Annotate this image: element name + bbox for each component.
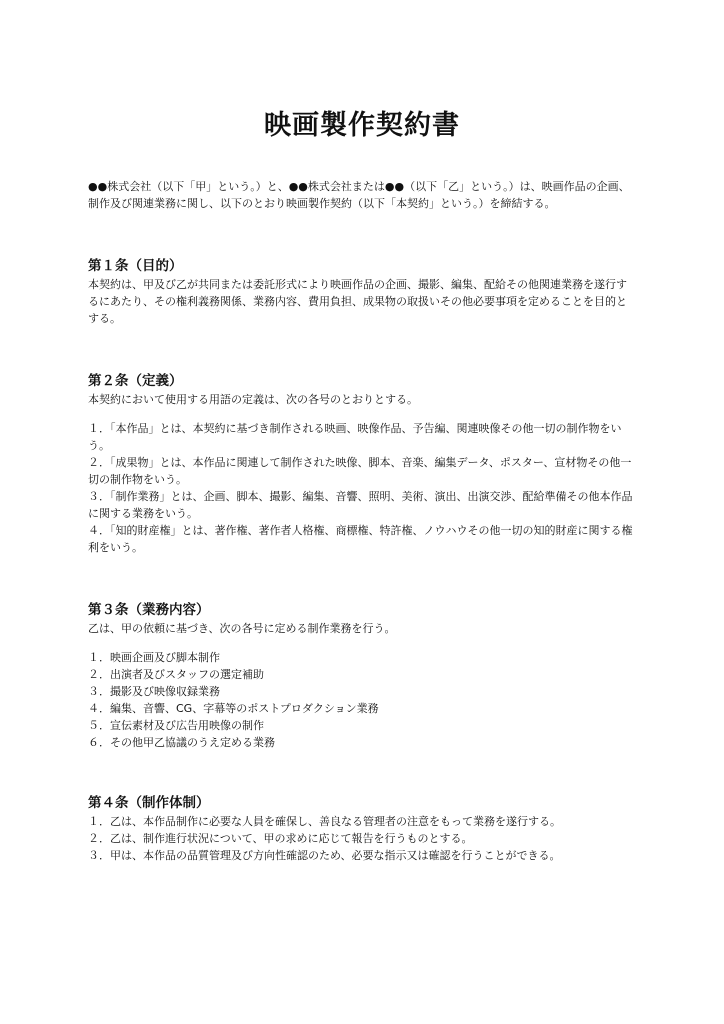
article-4-items bbox=[88, 813, 636, 864]
article-2-text: 本契約において使用する用語の定義は、次の各号のとおりとする。 bbox=[88, 393, 418, 406]
list-item: ３．「制作業務」とは、企画、脚本、撮影、編集、音響、照明、美術、演出、出演交渉、配給準備その他本作品に関する業務をいう。 bbox=[88, 490, 633, 520]
list-item: ６．その他甲乙協議のうえ定める業務 bbox=[88, 736, 275, 749]
list-item: ３．甲は、本作品の品質管理及び方向性確認のため、必要な指示又は確認を行うことができる。 bbox=[88, 849, 561, 862]
list-item: １．映画企画及び脚本制作 bbox=[88, 651, 220, 664]
list-item: ５．宣伝素材及び広告用映像の制作 bbox=[88, 719, 264, 732]
document-title: 映画製作契約書 bbox=[264, 110, 460, 141]
article-1-text: 本契約は、甲及び乙が共同または委託形式により映画作品の企画、撮影、編集、配給その他関連業務を遂行するにあたり、その権利義務関係、業務内容、費用負担、成果物の取扱いその他必要事項を定めることを目的とする。 bbox=[88, 278, 627, 325]
article-4 bbox=[88, 793, 636, 864]
article-3-text: 乙は、甲の依頼に基づき、次の各号に定める制作業務を行う。 bbox=[88, 622, 396, 635]
article-2-heading: 第２条（定義） bbox=[88, 373, 183, 389]
list-item: ２．乙は、制作進行状況について、甲の求めに応じて報告を行うものとする。 bbox=[88, 832, 473, 845]
intro-paragraph: ●●株式会社（以下「甲」という。）と、●●株式会社または●●（以下「乙」という。）は、映画作品の企画、制作及び関連業務に関し、以下のとおり映画製作契約（以下「本契約」という。）を締結する。 bbox=[88, 180, 630, 210]
list-item: ３．撮影及び映像収録業務 bbox=[88, 685, 220, 698]
document-body bbox=[88, 178, 636, 864]
article-4-heading: 第４条（制作体制） bbox=[88, 795, 210, 811]
article-3 bbox=[88, 600, 636, 751]
list-item: ４．「知的財産権」とは、著作権、著作者人格権、商標権、特許権、ノウハウその他一切の知的財産に関する権利をいう。 bbox=[88, 524, 633, 554]
article-1 bbox=[88, 256, 636, 327]
article-2 bbox=[88, 371, 636, 556]
article-1-heading: 第１条（目的） bbox=[88, 258, 183, 274]
article-2-items bbox=[88, 420, 636, 556]
list-item: １．乙は、本作品制作に必要な人員を確保し、善良なる管理者の注意をもって業務を遂行する。 bbox=[88, 815, 561, 828]
list-item: ２．「成果物」とは、本作品に関連して制作された映像、脚本、音楽、編集データ、ポスター、宣材物その他一切の制作物をいう。 bbox=[88, 456, 632, 486]
article-3-items bbox=[88, 649, 636, 751]
list-item: ４．編集、音響、CG、字幕等のポストプロダクション業務 bbox=[88, 702, 379, 715]
list-item: ２．出演者及びスタッフの選定補助 bbox=[88, 668, 264, 681]
article-3-heading: 第３条（業務内容） bbox=[88, 602, 210, 618]
list-item: １．「本作品」とは、本契約に基づき制作される映画、映像作品、予告編、関連映像その他一切の制作物をいう。 bbox=[88, 422, 622, 452]
